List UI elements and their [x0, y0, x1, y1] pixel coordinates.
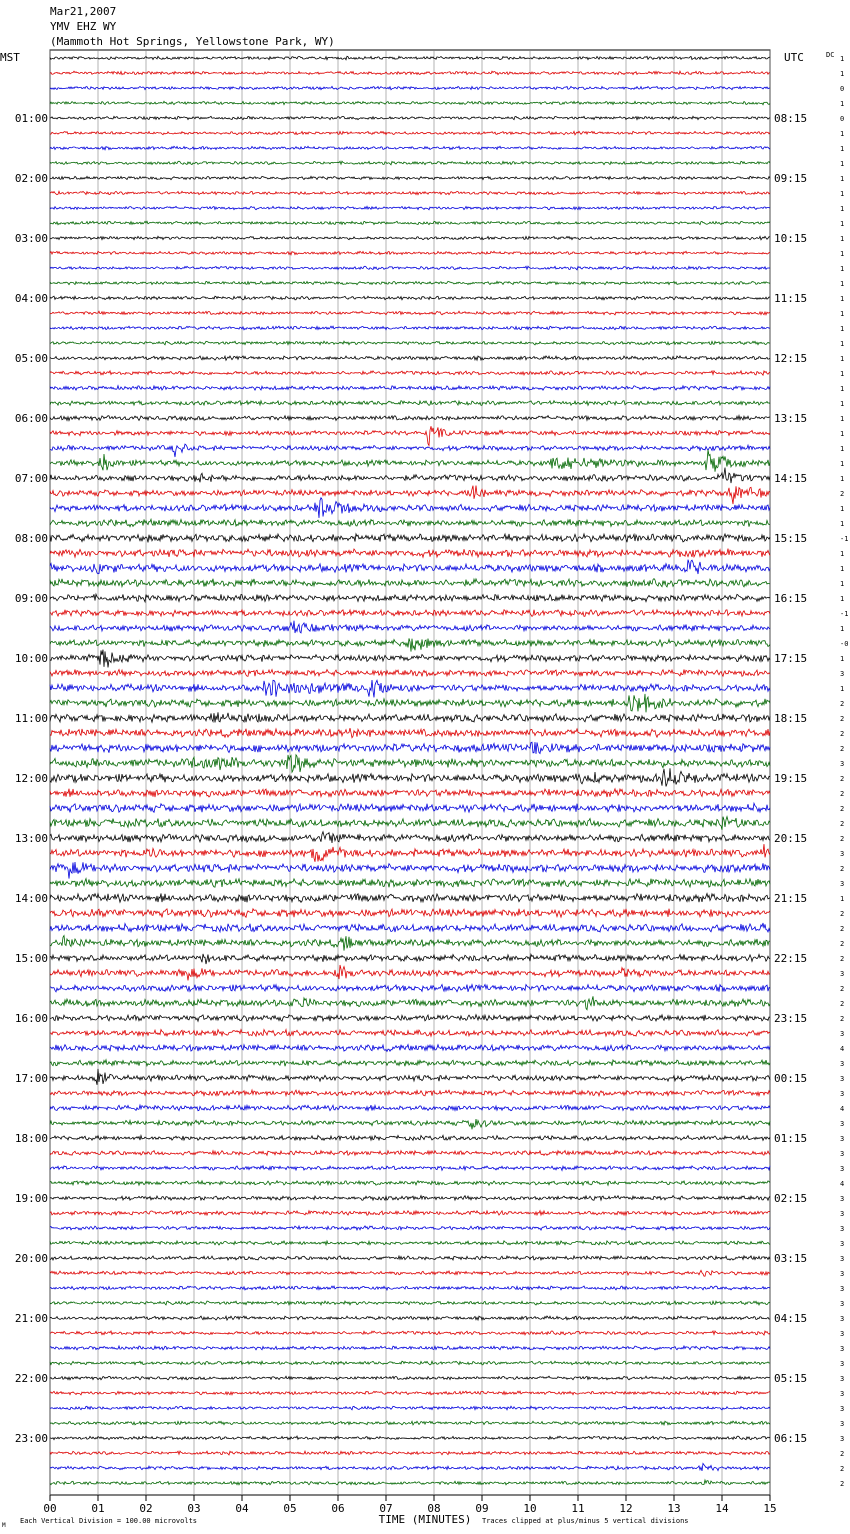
dc-offset-label: 3	[840, 670, 845, 678]
x-tick-label-3: 03	[187, 1502, 201, 1515]
trace-row-84	[50, 1316, 770, 1320]
right-hour-label: 04:15	[774, 1312, 808, 1325]
trace-row-87	[50, 1361, 770, 1365]
trace-row-91	[50, 1421, 770, 1425]
dc-offset-label: 1	[840, 310, 845, 318]
dc-offset-label: 2	[840, 1465, 845, 1473]
left-hour-label: 15:00	[14, 952, 48, 965]
trace-row-39	[50, 638, 770, 651]
dc-offset-label: 3	[840, 1090, 845, 1098]
trace-row-74	[50, 1166, 770, 1171]
trace-row-55	[50, 879, 770, 888]
right-hour-label: 15:15	[774, 532, 808, 545]
trace-row-72	[50, 1135, 770, 1140]
dc-offset-label: 1	[840, 565, 845, 573]
x-tick-label-14: 14	[715, 1502, 729, 1515]
dc-offset-label: 1	[840, 385, 845, 393]
left-hour-label: 04:00	[14, 292, 48, 305]
trace-row-27	[50, 450, 770, 472]
dc-offset-label: 4	[840, 1045, 845, 1053]
right-hour-label: 20:15	[774, 832, 808, 845]
trace-row-58	[50, 923, 770, 932]
seismic-traces	[50, 56, 770, 1485]
dc-offset-label: 3	[840, 1315, 845, 1323]
dc-offset-label: 3	[840, 1435, 845, 1443]
dc-offset-label: 1	[840, 415, 845, 423]
right-hour-label: 14:15	[774, 472, 808, 485]
dc-offset-label: 1	[840, 130, 845, 138]
trace-row-73	[50, 1151, 770, 1156]
trace-row-33	[50, 549, 770, 558]
dc-offset-label: 1	[840, 355, 845, 363]
dc-offset-label: 4	[840, 1180, 845, 1188]
trace-row-28	[50, 468, 770, 484]
dc-offset-label: 3	[840, 1030, 845, 1038]
right-hour-label: 18:15	[774, 712, 808, 725]
left-hour-label: 10:00	[14, 652, 48, 665]
trace-row-54	[50, 862, 770, 879]
trace-row-44	[50, 712, 770, 722]
right-hour-label: 05:15	[774, 1372, 808, 1385]
dc-offset-label: 3	[840, 1345, 845, 1353]
trace-row-90	[50, 1406, 770, 1410]
right-hour-label: 03:15	[774, 1252, 808, 1265]
right-hour-label: 21:15	[774, 892, 808, 905]
trace-row-34	[50, 560, 770, 574]
left-hour-label: 02:00	[14, 172, 48, 185]
trace-row-1	[50, 71, 770, 75]
dc-offset-label: 3	[840, 1120, 845, 1128]
trace-row-51	[50, 817, 770, 830]
right-hour-label: 02:15	[774, 1192, 808, 1205]
trace-row-52	[50, 832, 770, 843]
trace-row-37	[50, 610, 770, 617]
trace-row-7	[50, 161, 770, 165]
clip-note: Traces clipped at plus/minus 5 vertical divisions	[482, 1517, 689, 1525]
dc-offset-label: 3	[840, 1225, 845, 1233]
trace-row-94	[50, 1463, 770, 1471]
x-tick-label-7: 07	[379, 1502, 393, 1515]
dc-offset-label: 3	[840, 1420, 845, 1428]
x-tick-label-15: 15	[763, 1502, 777, 1515]
dc-offset-label: 3	[840, 1210, 845, 1218]
trace-row-2	[50, 86, 770, 89]
dc-offset-label: 3	[840, 1405, 845, 1413]
trace-row-80	[50, 1256, 770, 1260]
left-hour-label: 05:00	[14, 352, 48, 365]
header-date: Mar21,2007	[50, 5, 117, 18]
dc-offset-label: 3	[840, 1075, 845, 1083]
dc-offset-label: 1	[840, 625, 845, 633]
left-hour-label: 09:00	[14, 592, 48, 605]
dc-offset-label: 3	[840, 1360, 845, 1368]
left-hour-label: 07:00	[14, 472, 48, 485]
dc-offset-label: 2	[840, 925, 845, 933]
trace-row-66	[50, 1045, 770, 1052]
dc-offset-label: 1	[840, 460, 845, 468]
dc-offset-label: 3	[840, 1375, 845, 1383]
trace-row-9	[50, 191, 770, 194]
dc-offset-label: -1	[840, 610, 849, 618]
x-tick-label-12: 12	[619, 1502, 633, 1515]
dc-offset-label: 3	[840, 970, 845, 978]
trace-row-46	[50, 742, 770, 754]
dc-offset-label: 1	[840, 595, 845, 603]
dc-offset-label: 1	[840, 250, 845, 258]
trace-row-24	[50, 416, 770, 421]
trace-row-21	[50, 371, 770, 375]
plot-frame	[50, 50, 770, 1495]
trace-row-8	[50, 176, 770, 179]
dc-offset-label: 2	[840, 490, 845, 498]
trace-row-89	[50, 1391, 770, 1395]
dc-offset-label: 2	[840, 1000, 845, 1008]
dc-offset-label: 3	[840, 1285, 845, 1293]
trace-row-82	[50, 1286, 770, 1290]
trace-row-43	[50, 694, 770, 713]
trace-row-18	[50, 326, 770, 330]
dc-offset-label: 2	[840, 985, 845, 993]
dc-offset-label: 2	[840, 820, 845, 828]
dc-offset-label: 1	[840, 160, 845, 168]
trace-row-38	[50, 621, 770, 633]
dc-offset-label: 1	[840, 340, 845, 348]
left-hour-label: 20:00	[14, 1252, 48, 1265]
dc-offset-label: 1	[840, 190, 845, 198]
x-tick-label-5: 05	[283, 1502, 297, 1515]
trace-row-63	[50, 996, 770, 1009]
right-timezone-label: UTC	[784, 51, 804, 64]
trace-row-40	[50, 650, 770, 668]
trace-row-61	[50, 965, 770, 980]
header-station: YMV EHZ WY	[50, 20, 117, 33]
trace-row-60	[50, 954, 770, 964]
corner-mark: M	[2, 1522, 6, 1529]
left-hour-label: 17:00	[14, 1072, 48, 1085]
trace-row-83	[50, 1301, 770, 1305]
trace-row-95	[50, 1480, 770, 1485]
left-hour-label: 08:00	[14, 532, 48, 545]
trace-row-68	[50, 1069, 770, 1085]
left-timezone-label: MST	[0, 51, 20, 64]
dc-offset-label: 1	[840, 145, 845, 153]
trace-row-17	[50, 311, 770, 315]
trace-row-78	[50, 1226, 770, 1230]
dc-offset-label: 3	[840, 1165, 845, 1173]
trace-row-19	[50, 341, 770, 345]
dc-offset-label: 3	[840, 1060, 845, 1068]
dc-offset-label: 3	[840, 1240, 845, 1248]
x-tick-label-2: 02	[139, 1502, 153, 1515]
dc-offset-label: 3	[840, 1195, 845, 1203]
trace-row-0	[50, 56, 770, 59]
left-hour-label: 01:00	[14, 112, 48, 125]
trace-row-76	[50, 1196, 770, 1201]
right-hour-label: 19:15	[774, 772, 808, 785]
dc-offset-label: 1	[840, 280, 845, 288]
dc-offset-label: 3	[840, 1330, 845, 1338]
trace-row-67	[50, 1060, 770, 1066]
trace-row-48	[50, 768, 770, 786]
left-hour-label: 13:00	[14, 832, 48, 845]
trace-row-47	[50, 755, 770, 772]
trace-row-4	[50, 116, 770, 119]
dc-offset-label: 1	[840, 55, 845, 63]
dc-offset-label: 1	[840, 295, 845, 303]
trace-row-22	[50, 386, 770, 391]
dc-offset-label: 1	[840, 580, 845, 588]
trace-row-79	[50, 1241, 770, 1245]
dc-offset-label: 1	[840, 235, 845, 243]
trace-row-81	[50, 1270, 770, 1276]
x-axis-title: TIME (MINUTES)	[378, 1513, 472, 1526]
dc-offset-label: 3	[840, 850, 845, 858]
trace-row-3	[50, 101, 770, 104]
right-hour-label: 00:15	[774, 1072, 808, 1085]
right-hour-label: 13:15	[774, 412, 808, 425]
trace-row-64	[50, 1015, 770, 1022]
axis-labels	[15, 55, 849, 1515]
dc-offset-label: 2	[840, 1480, 845, 1488]
dc-offset-label: 2	[840, 745, 845, 753]
trace-row-16	[50, 296, 770, 300]
trace-row-65	[50, 1030, 770, 1037]
dc-offset-label: 0	[840, 115, 845, 123]
x-tick-label-9: 09	[475, 1502, 489, 1515]
left-hour-label: 19:00	[14, 1192, 48, 1205]
trace-row-69	[50, 1090, 770, 1096]
x-tick-label-8: 08	[427, 1502, 441, 1515]
left-hour-label: 18:00	[14, 1132, 48, 1145]
left-hour-label: 12:00	[14, 772, 48, 785]
trace-row-30	[50, 498, 770, 518]
trace-row-32	[50, 534, 770, 543]
dc-offset-label: 2	[840, 1015, 845, 1023]
trace-row-53	[50, 844, 770, 862]
trace-row-88	[50, 1376, 770, 1380]
left-hour-label: 22:00	[14, 1372, 48, 1385]
right-hour-label: 17:15	[774, 652, 808, 665]
dc-offset-label: 3	[840, 1135, 845, 1143]
left-hour-label: 14:00	[14, 892, 48, 905]
dc-offset-label: 3	[840, 1270, 845, 1278]
dc-offset-label: 1	[840, 445, 845, 453]
dc-offset-label: 1	[840, 430, 845, 438]
trace-row-15	[50, 281, 770, 284]
trace-row-42	[50, 680, 770, 697]
left-hour-label: 16:00	[14, 1012, 48, 1025]
left-hour-label: 11:00	[14, 712, 48, 725]
trace-row-41	[50, 670, 770, 677]
right-hour-label: 22:15	[774, 952, 808, 965]
dc-offset-label: 3	[840, 760, 845, 768]
trace-row-45	[50, 728, 770, 738]
dc-offset-label: 1	[840, 265, 845, 273]
dc-offset-label: 1	[840, 100, 845, 108]
dc-offset-label: 2	[840, 730, 845, 738]
trace-row-25	[50, 426, 770, 445]
right-hour-label: 12:15	[774, 352, 808, 365]
dc-offset-label: 2	[840, 805, 845, 813]
x-tick-label-10: 10	[523, 1502, 537, 1515]
dc-offset-label: 1	[840, 655, 845, 663]
right-hour-label: 01:15	[774, 1132, 808, 1145]
dc-offset-label: 1	[840, 520, 845, 528]
left-hour-label: 03:00	[14, 232, 48, 245]
trace-row-71	[50, 1119, 770, 1129]
dc-offset-label: 2	[840, 910, 845, 918]
dc-offset-label: 2	[840, 835, 845, 843]
right-hour-label: 10:15	[774, 232, 808, 245]
right-hour-label: 11:15	[774, 292, 808, 305]
dc-offset-label: 0	[840, 85, 845, 93]
trace-row-56	[50, 893, 770, 902]
header-location: (Mammoth Hot Springs, Yellowstone Park, WY)	[50, 35, 335, 48]
x-tick-label-1: 01	[91, 1502, 105, 1515]
dc-offset-label: 1	[840, 205, 845, 213]
trace-row-10	[50, 206, 770, 209]
dc-offset-label: 1	[840, 505, 845, 513]
right-hour-label: 09:15	[774, 172, 808, 185]
trace-row-57	[50, 909, 770, 918]
dc-offset-label: 2	[840, 700, 845, 708]
dc-offset-label: -1	[840, 535, 849, 543]
trace-row-20	[50, 356, 770, 360]
left-hour-label: 06:00	[14, 412, 48, 425]
trace-row-29	[50, 486, 770, 505]
right-hour-label: 06:15	[774, 1432, 808, 1445]
trace-row-5	[50, 131, 770, 134]
dc-offset-label: 1	[840, 550, 845, 558]
dc-offset-label: 3	[840, 1150, 845, 1158]
dc-offset-label: 3	[840, 1255, 845, 1263]
dc-offset-label: 1	[840, 175, 845, 183]
trace-row-31	[50, 519, 770, 527]
dc-offset-label: 2	[840, 775, 845, 783]
dc-offset-label: 1	[840, 70, 845, 78]
left-hour-label: 23:00	[14, 1432, 48, 1445]
dc-offset-label: 2	[840, 955, 845, 963]
trace-row-50	[50, 803, 770, 812]
right-hour-label: 08:15	[774, 112, 808, 125]
trace-row-14	[50, 266, 770, 270]
dc-offset-label: 3	[840, 880, 845, 888]
trace-row-75	[50, 1181, 770, 1186]
trace-row-93	[50, 1451, 770, 1455]
dc-offset-label: 2	[840, 940, 845, 948]
dc-offset-label: 2	[840, 865, 845, 873]
trace-row-62	[50, 985, 770, 992]
trace-row-59	[50, 936, 770, 951]
dc-offset-label: 2	[840, 1450, 845, 1458]
right-hour-label: 23:15	[774, 1012, 808, 1025]
trace-row-26	[50, 444, 770, 457]
dc-offset-label: 1	[840, 895, 845, 903]
trace-row-77	[50, 1211, 770, 1216]
trace-row-11	[50, 221, 770, 224]
x-tick-label-4: 04	[235, 1502, 249, 1515]
trace-row-49	[50, 789, 770, 797]
dc-offset-label: 2	[840, 715, 845, 723]
scale-note: Each Vertical Division = 100.00 microvolts	[20, 1517, 198, 1525]
left-hour-label: 21:00	[14, 1312, 48, 1325]
trace-row-36	[50, 594, 770, 602]
trace-row-70	[50, 1105, 770, 1111]
dc-offset-label: 3	[840, 1390, 845, 1398]
trace-row-12	[50, 236, 770, 240]
dc-offset-label: 1	[840, 370, 845, 378]
x-tick-label-0: 00	[43, 1502, 57, 1515]
trace-row-85	[50, 1331, 770, 1335]
dc-offset-label: 1	[840, 220, 845, 228]
right-hour-label: 16:15	[774, 592, 808, 605]
x-tick-label-13: 13	[667, 1502, 681, 1515]
dc-offset-label: -0	[840, 640, 849, 648]
dc-column-header: DC	[826, 51, 835, 59]
trace-row-86	[50, 1346, 770, 1350]
dc-offset-label: 1	[840, 400, 845, 408]
dc-offset-label: 4	[840, 1105, 845, 1113]
dc-offset-label: 2	[840, 790, 845, 798]
trace-row-92	[50, 1436, 770, 1440]
dc-offset-label: 3	[840, 1300, 845, 1308]
trace-row-13	[50, 251, 770, 254]
trace-row-6	[50, 146, 770, 149]
x-tick-label-11: 11	[571, 1502, 585, 1515]
trace-row-23	[50, 401, 770, 406]
dc-offset-label: 1	[840, 325, 845, 333]
dc-offset-label: 1	[840, 475, 845, 483]
trace-row-35	[50, 579, 770, 587]
dc-offset-label: 1	[840, 685, 845, 693]
x-tick-label-6: 06	[331, 1502, 345, 1515]
